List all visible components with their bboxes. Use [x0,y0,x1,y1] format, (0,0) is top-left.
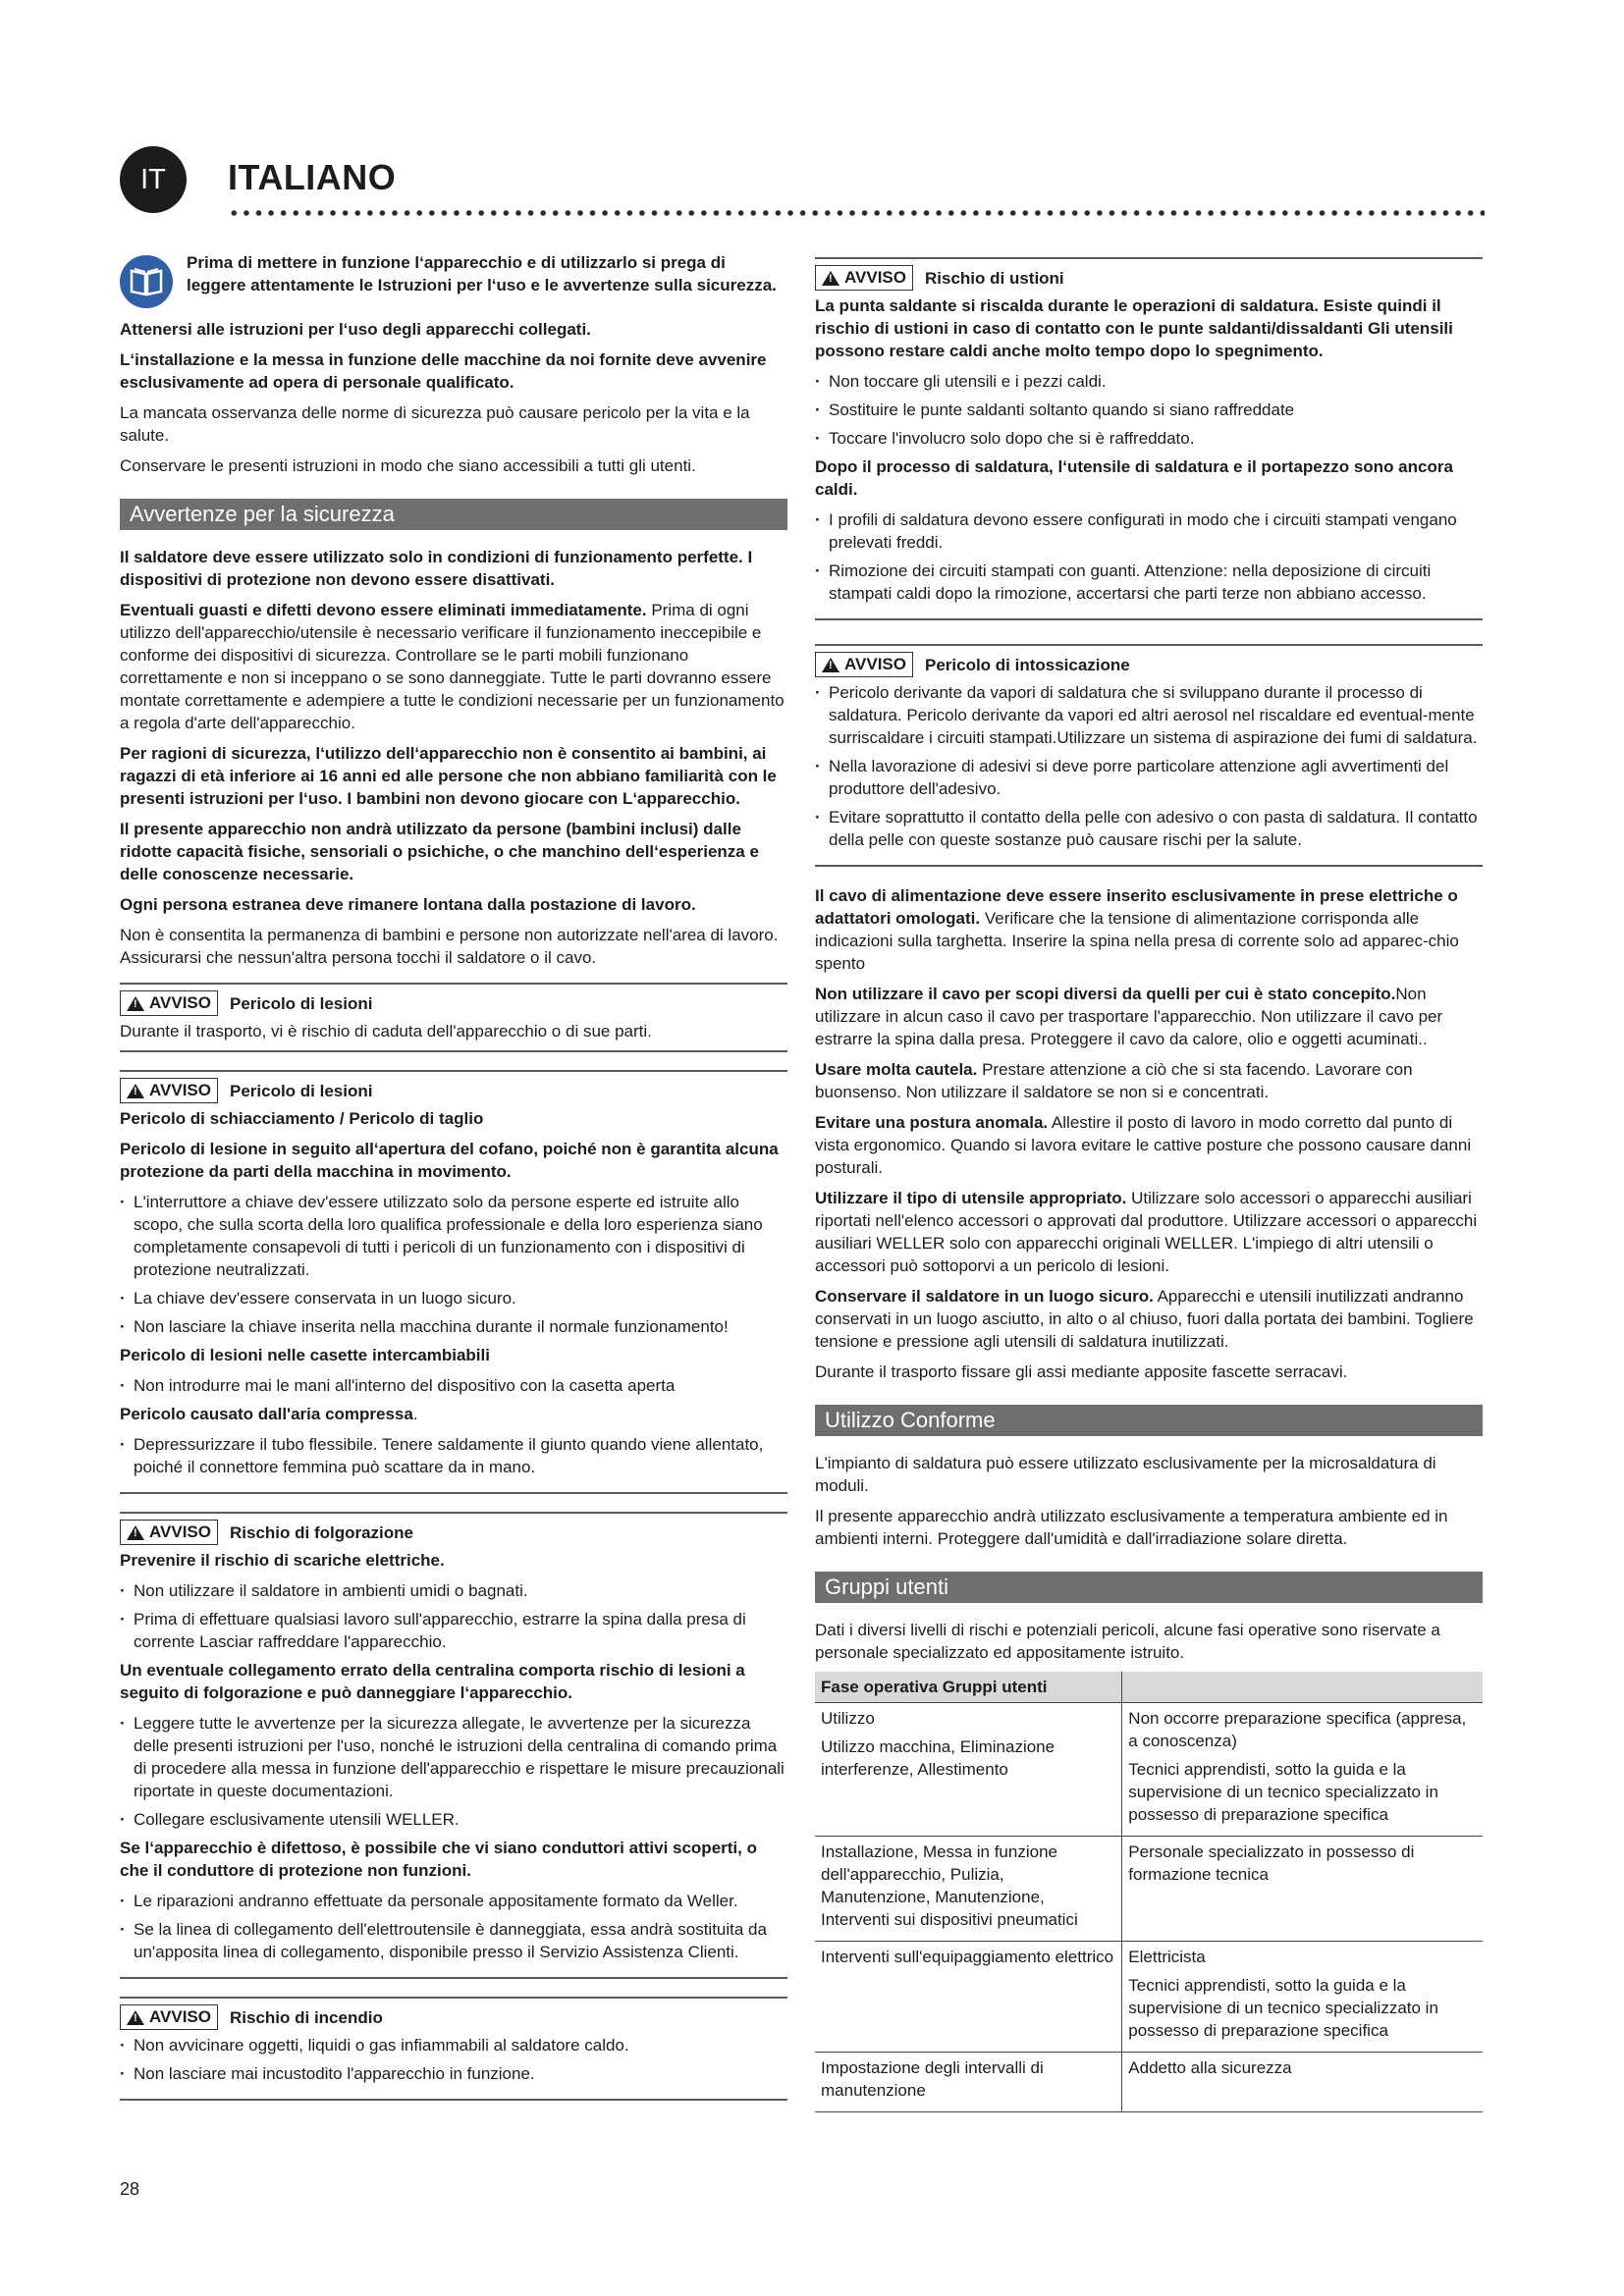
table-cell: Installazione, Messa in funzione dell'apparecchio, Pulizia, Manutenzione, Manutenzione, Interventi sui dispositivi pneumatici [815,1837,1122,1942]
paragraph: L‘installazione e la messa in funzione delle macchine da noi fornite deve avvenire esclusivamente ad opera di personale qualificato. [120,350,767,392]
paragraph: Dati i diversi livelli di rischi e potenziali pericoli, alcune fasi operative sono riservate a personale specializzato ed appositamente istruito. [815,1621,1440,1662]
warning-subtitle: Pericolo causato dall'aria compressa. [120,1405,418,1423]
paragraph: Il saldatore deve essere utilizzato solo in condizioni di funzionamento perfette. I dispositivi di protezione non devono essere disattivati. [120,548,753,589]
warning-subtitle: Pericolo di lesioni nelle casette intercambiabili [120,1346,490,1364]
warning-icon [127,996,144,1011]
table-row [815,1703,1483,1837]
list-item: · Evitare soprattutto il contatto della pelle con adesivo o con pasta di saldatura. Il contatto della pelle con queste sostanze può causare rischi per la salute. [815,806,1483,851]
list-item: · L'interruttore a chiave dev'essere utilizzato solo da persone esperte ed istruite allo scopo, che sulla scorta della loro qualifica professionale e della loro esperienza siano completamente consapevoli di tutti i pericoli di un funzionamento con i dispositivi di protezione neutralizzati. [120,1191,787,1281]
paragraph: Usare molta cautela. Prestare attenzione a ciò che si sta facendo. Lavorare con buonsenso. Non utilizzare il saldatore se non si e concentrati. [815,1060,1413,1101]
warning-box [120,1512,787,1979]
book-icon [120,255,173,308]
list-item: · Non avvicinare oggetti, liquidi o gas infiammabili al saldatore caldo. [120,2034,787,2056]
table-row [815,2053,1483,2112]
paragraph: Conservare il saldatore in un luogo sicuro. Apparecchi e utensili inutilizzati andranno conservati in un luogo asciutto, in alto o al chiuso, fuori dalla portata dei bambini. Togliere tensione e pressione agli utensili di saldatura inutilizzati. [815,1287,1474,1351]
warning-subtitle: Un eventuale collegamento errato della centralina comporta rischio di lesioni a seguito di folgorazione e può danneggiare l‘apparecchio. [120,1661,745,1702]
bullet-list [120,1579,787,1653]
bullet-list [815,370,1483,450]
list-item: · Pericolo derivante da vapori di saldatura che si sviluppano durante il processo di saldatura. Pericolo derivante da vapori ed altri aerosol nel riscaldare ed eventual-mente surriscaldare i circuiti stampati.Utilizzare un sistema di aspirazione dei fumi di saldatura. [815,681,1483,749]
paragraph: Durante il trasporto fissare gli assi mediante apposite fascette serracavi. [815,1362,1348,1381]
list-item: · Non toccare gli utensili e i pezzi caldi. [815,370,1483,393]
warning-tag: ! AVVISO [120,2004,218,2030]
intro-text: Prima di mettere in funzione l‘apparecchio e di utilizzarlo si prega di leggere attentamente le Istruzioni per l‘uso e le avvertenze sulla sicurezza. [187,253,777,294]
warning-subtitle: Pericolo di lesione in seguito all‘apertura del cofano, poiché non è garantita alcuna protezione da parti della macchina in movimento. [120,1140,779,1181]
paragraph: Il presente apparecchio andrà utilizzato esclusivamente a temperatura ambiente ed in ambienti interni. Proteggere dall'umidità e dall'irradiazione solare diretta. [815,1507,1448,1548]
warning-tag: ! AVVISO [120,1520,218,1545]
bullet-list [120,1374,787,1397]
paragraph: Conservare le presenti istruzioni in modo che siano accessibili a tutti gli utenti. [120,456,696,475]
list-item: · Sostituire le punte saldanti soltanto quando si siano raffreddate [815,399,1483,421]
warning-icon [127,1525,144,1540]
list-item: · Prima di effettuare qualsiasi lavoro sull'apparecchio, estrarre la spina dalla presa di corrente Lasciar raffreddare l'apparecchio. [120,1608,787,1653]
warning-subtitle: La punta saldante si riscalda durante le operazioni di saldatura. Esiste quindi il rischio di ustioni in caso di contatto con le punte saldanti/dissaldanti Gli utensili possono restare caldi anche molto tempo dopo lo spegnimento. [815,296,1453,360]
list-item: · Collegare esclusivamente utensili WELLER. [120,1808,787,1831]
paragraph: Attenersi alle istruzioni per l‘uso degli apparecchi collegati. [120,320,591,339]
table-cell: Impostazione degli intervalli di manutenzione [815,2053,1122,2112]
section-header-usage: Utilizzo Conforme [815,1405,1483,1436]
language-badge: IT [120,146,187,213]
paragraph: Non utilizzare il cavo per scopi diversi da quelli per cui è stato concepito.Non utilizzare in alcun caso il cavo per trasportare l'apparecchio. Non utilizzare il cavo per estrarre la spina dalla presa. Proteggere il cavo da calore, olio e oggetti acuminati.. [815,985,1443,1048]
table-cell: Non occorre preparazione specifica (appresa, a conoscenza) Tecnici apprendisti, sotto la guida e la supervisione di un tecnico specializzato in possesso di preparazione specifica [1122,1703,1483,1837]
warning-box [120,1070,787,1494]
table-cell: Addetto alla sicurezza [1122,2053,1483,2112]
list-item: · Le riparazioni andranno effettuate da personale appositamente formato da Weller. [120,1890,787,1912]
bullet-list [120,1191,787,1338]
bullet-list [815,681,1483,851]
warning-title: Rischio di ustioni [924,268,1064,288]
paragraph: Il presente apparecchio non andrà utilizzato da persone (bambini inclusi) dalle ridotte capacità fisiche, sensoriali o psichiche, o che manchino dell‘esperienza e delle conoscenze necessarie. [120,820,759,883]
table-header-empty [1122,1672,1483,1703]
list-item: · Depressurizzare il tubo flessibile. Tenere saldamente il giunto quando viene allentato, poiché il connettore femmina può scattare da in mano. [120,1433,787,1478]
section-header-groups: Gruppi utenti [815,1572,1483,1603]
warning-title: Pericolo di lesioni [229,1081,373,1100]
paragraph: La mancata osservanza delle norme di sicurezza può causare pericolo per la vita e la salute. [120,403,750,445]
paragraph: Utilizzare il tipo di utensile appropriato. Utilizzare solo accessori o apparecchi ausiliari riportati nell'elenco accessori o approvati dal produttore. Utilizzare accessori o apparecchi ausiliari WELLER solo con apparecchi originali WELLER. L'impiego di altri utensili o accessori può sottoporvi a un pericolo di lesioni. [815,1189,1478,1275]
warning-text: Durante il trasporto, vi è rischio di caduta dell'apparecchio o di sue parti. [120,1022,652,1041]
list-item: · Nella lavorazione di adesivi si deve porre particolare attenzione agli avvertimenti del produttore dell'adesivo. [815,755,1483,800]
list-item: · Non lasciare mai incustodito l'apparecchio in funzione. [120,2062,787,2085]
right-column [815,257,1483,2112]
paragraph: Eventuali guasti e difetti devono essere eliminati immediatamente. Prima di ogni utilizzo dell'apparecchio/utensile è necessario verificare il funzionamento ineccepibile e conforme dei dispositivi di sicurezza. Controllare se le parti mobili funzionano correttamente e non si inceppano o se sono danneggiate. Tutte le parti dovranno essere montate correttamente e adempiere a tutte le condizioni necessarie per un funzionamento a regola d'arte dell'apparecchio. [120,601,785,732]
warning-tag: ! AVVISO [120,990,218,1016]
bullet-list [120,1433,787,1478]
table-cell: Utilizzo Utilizzo macchina, Eliminazione interferenze, Allestimento [815,1703,1122,1837]
list-item: · Non lasciare la chiave inserita nella macchina durante il normale funzionamento! [120,1315,787,1338]
table-cell: Elettricista Tecnici apprendisti, sotto la guida e la supervisione di un tecnico specializzato in possesso di preparazione specifica [1122,1942,1483,2053]
section-header-safety: Avvertenze per la sicurezza [120,499,787,530]
intro-block [120,251,787,308]
warning-icon [127,1084,144,1098]
warning-subtitle: Prevenire il rischio di scariche elettriche. [120,1551,445,1570]
dotted-divider [228,210,1485,216]
warning-subtitle: Pericolo di schiacciamento / Pericolo di taglio [120,1109,484,1128]
list-item: · Toccare l'involucro solo dopo che si è raffreddato. [815,427,1483,450]
page-title: ITALIANO [228,157,397,197]
warning-box [120,1997,787,2101]
user-groups-table [815,1672,1483,2112]
table-cell: Personale specializzato in possesso di formazione tecnica [1122,1837,1483,1942]
list-item: · Non utilizzare il saldatore in ambienti umidi o bagnati. [120,1579,787,1602]
warning-box [120,983,787,1052]
paragraph: Il cavo di alimentazione deve essere inserito esclusivamente in prese elettriche o adattatori omologati. Verificare che la tensione di alimentazione corrisponda alle indicazioni sulla targhetta. Inserire la spina nella presa di corrente solo ad apparec-chio spento [815,886,1459,973]
warning-title: Rischio di folgorazione [229,1522,413,1542]
warning-box [815,644,1483,867]
table-row [815,1837,1483,1942]
warning-subtitle: Dopo il processo di saldatura, l‘utensile di saldatura e il portapezzo sono ancora caldi. [815,457,1453,499]
warning-icon [127,2010,144,2025]
list-item: · Non introdurre mai le mani all'interno del dispositivo con la casetta aperta [120,1374,787,1397]
paragraph: Per ragioni di sicurezza, l‘utilizzo dell‘apparecchio non è consentito ai bambini, ai ragazzi di età inferiore ai 16 anni ed alle persone che non abbiano familiarità con le presenti istruzioni per l‘uso. I bambini non devono giocare con L‘apparecchio. [120,744,777,808]
warning-box [815,257,1483,620]
paragraph: Ogni persona estranea deve rimanere lontana dalla postazione di lavoro. [120,895,696,914]
warning-tag: ! AVVISO [120,1078,218,1103]
warning-icon [822,271,839,286]
warning-title: Rischio di incendio [229,2007,383,2027]
table-header-phase: Fase operativa Gruppi utenti [815,1672,1122,1703]
list-item: · La chiave dev'essere conservata in un luogo sicuro. [120,1287,787,1309]
page-number: 28 [120,2179,140,2199]
list-item: · Leggere tutte le avvertenze per la sicurezza allegate, le avvertenze per la sicurezza delle presenti istruzioni per l'uso, nonché le istruzioni della centralina di comando prima di procedere alla messa in funzione dell'apparecchio e rispettare le misure precauzionali riportate in queste documentazioni. [120,1712,787,1802]
left-column [120,251,787,2118]
bullet-list [120,1712,787,1831]
warning-title: Pericolo di intossicazione [924,655,1130,674]
warning-tag: ! AVVISO [815,652,913,677]
paragraph: Evitare una postura anomala. Allestire il posto di lavoro in modo corretto dal punto di vista ergonomico. Quando si lavora evitare le cattive posture che possono causare danni posturali. [815,1113,1472,1177]
paragraph: L'impianto di saldatura può essere utilizzato esclusivamente per la microsaldatura di moduli. [815,1454,1436,1495]
warning-icon [822,658,839,672]
bullet-list [120,2034,787,2085]
bullet-list [815,508,1483,605]
warning-subtitle: Se l‘apparecchio è difettoso, è possibile che vi siano conduttori attivi scoperti, o che il conduttore di protezione non funzioni. [120,1839,757,1880]
list-item: · Rimozione dei circuiti stampati con guanti. Attenzione: nella deposizione di circuiti stampati caldi dopo la rimozione, accertarsi che parti terze non abbiano accesso. [815,560,1483,605]
list-item: · Se la linea di collegamento dell'elettroutensile è danneggiata, essa andrà sostituita da un'apposita linea di collegamento, disponibile presso il Servizio Assistenza Clienti. [120,1918,787,1963]
warning-title: Pericolo di lesioni [229,993,373,1013]
table-row [815,1942,1483,2053]
list-item: · I profili di saldatura devono essere configurati in modo che i circuiti stampati vengano prelevati freddi. [815,508,1483,554]
bullet-list [120,1890,787,1963]
warning-tag: ! AVVISO [815,265,913,291]
paragraph: Non è consentita la permanenza di bambini e persone non autorizzate nell'area di lavoro. Assicurarsi che nessun'altra persona tocchi il saldatore o il cavo. [120,926,779,967]
table-cell: Interventi sull'equipaggiamento elettrico [815,1942,1122,2053]
